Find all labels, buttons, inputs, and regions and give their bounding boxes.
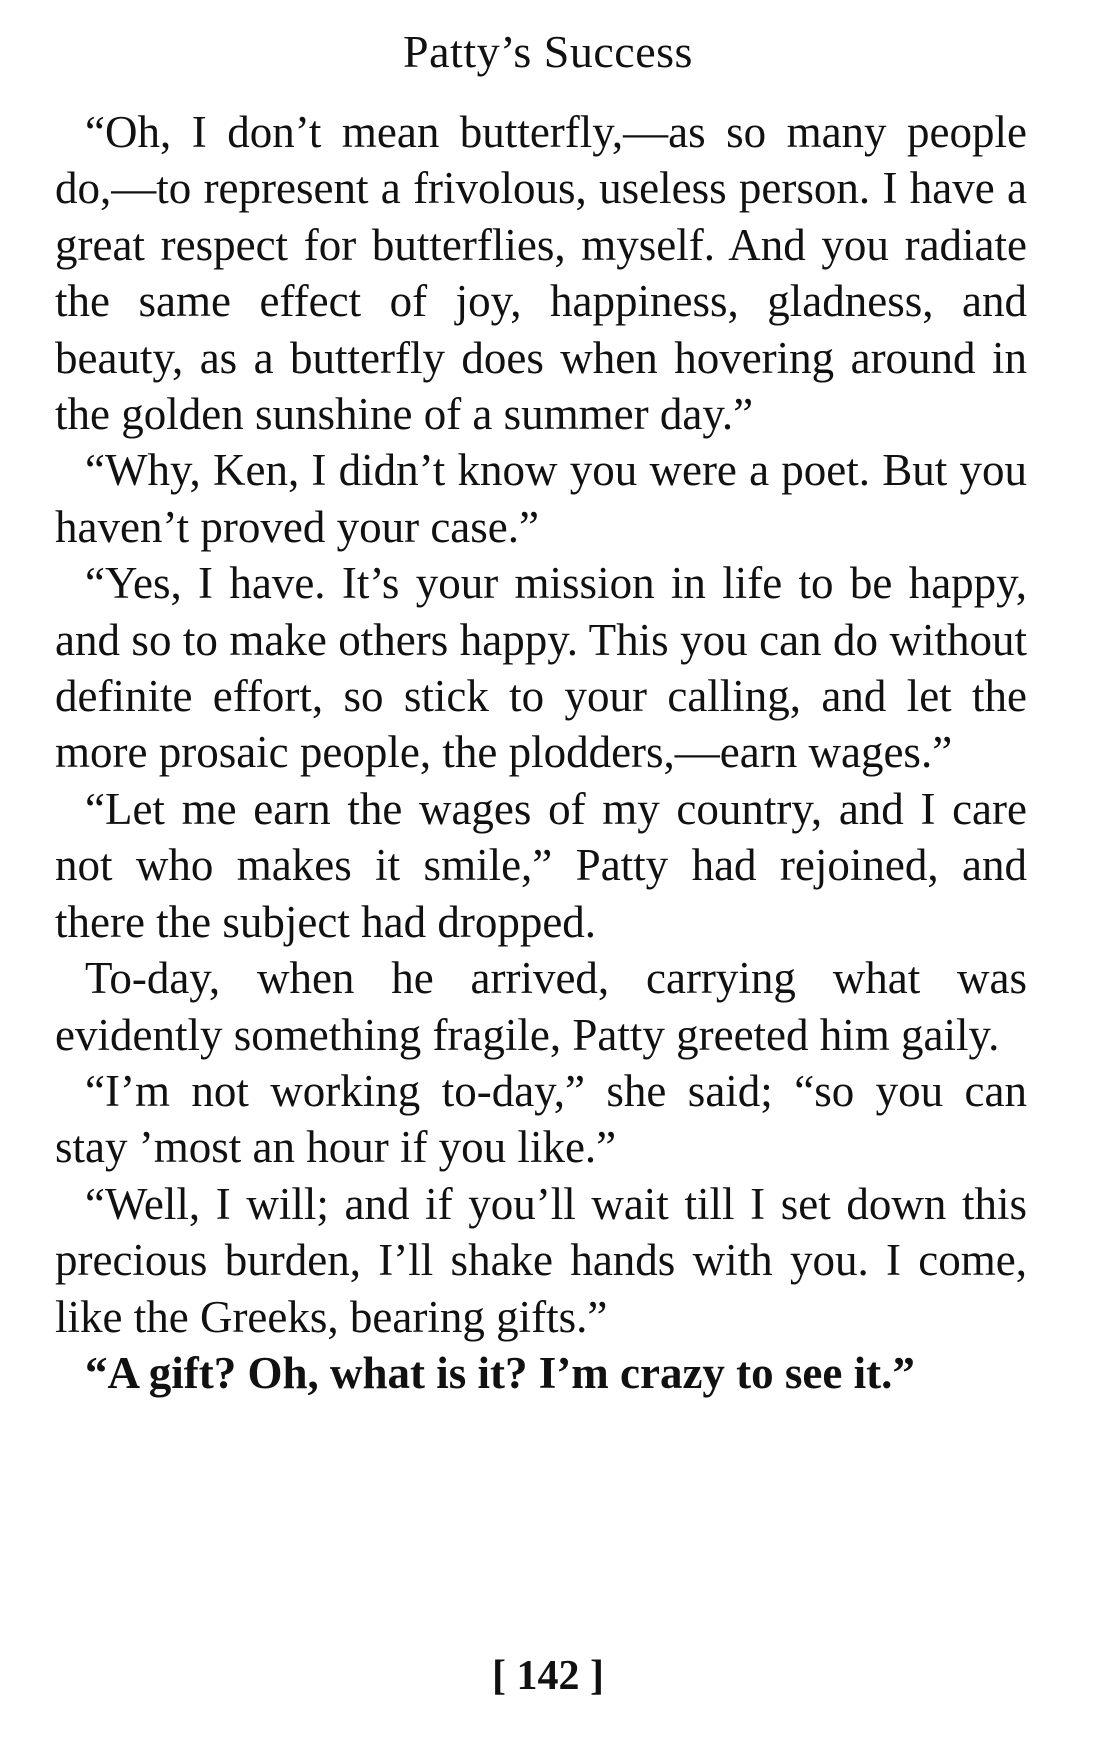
paragraph: To-day, when he arrived, carrying what was evidently something fragile, Patty greeted him gaily. bbox=[55, 953, 1027, 1060]
paragraph: “A gift? Oh, what is it? I’m crazy to see it.” bbox=[85, 1347, 915, 1398]
page-number: [ 142 ] bbox=[492, 1653, 604, 1699]
body-text bbox=[55, 104, 1027, 1401]
paragraph: “Why, Ken, I didn’t know you were a poet. But you haven’t proved your case.” bbox=[55, 445, 1027, 552]
paragraph: “Oh, I don’t mean butterfly,—as so many people do,—to represent a frivolous, useless person. I have a great respect for butterflies, myself. And you radiate the same effect of joy, happiness, gladness, and beauty, as a butterfly does when hovering around in the golden sunshine of a summer day.” bbox=[55, 107, 1027, 440]
paragraph: “Let me earn the wages of my country, and I care not who makes it smile,” Patty had rejoined, and there the subject had dropped. bbox=[55, 783, 1027, 947]
paragraph: “Yes, I have. It’s your mission in life to be happy, and so to make others happy. This you can do without definite effort, so stick to your calling, and let the more prosaic people, the plodders,—earn wages.” bbox=[55, 558, 1027, 778]
paragraph: “Well, I will; and if you’ll wait till I set down this precious burden, I’ll shake hands with you. I come, like the Greeks, bearing gifts.” bbox=[55, 1178, 1027, 1342]
paragraph: “I’m not working to-day,” she said; “so you can stay ’most an hour if you like.” bbox=[55, 1065, 1027, 1173]
running-head: Patty’s Success bbox=[403, 26, 693, 77]
